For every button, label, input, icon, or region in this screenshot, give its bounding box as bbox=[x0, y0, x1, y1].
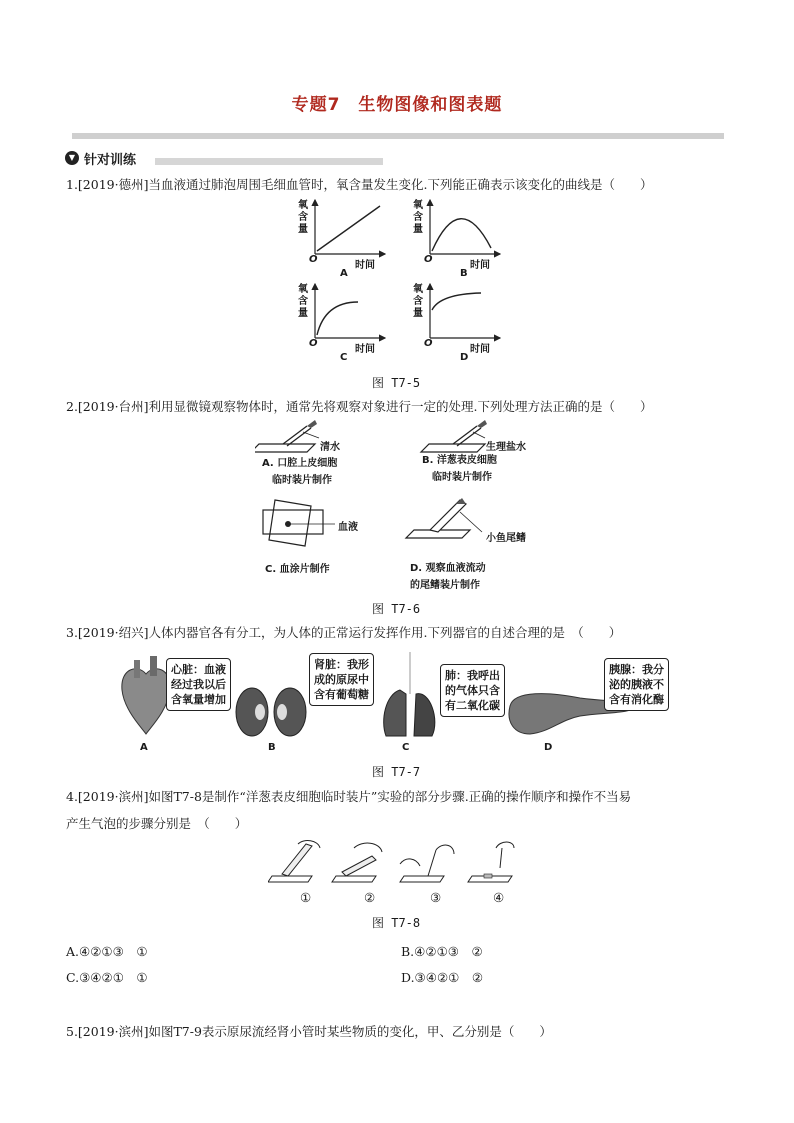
step-4-image bbox=[468, 842, 514, 882]
q2-a-tag: 清水 bbox=[320, 442, 340, 453]
step-label-3: ③ bbox=[430, 890, 442, 905]
slide-d bbox=[406, 498, 482, 538]
ylabel-a: 氧 含 量 bbox=[298, 200, 308, 235]
step-1-image bbox=[268, 841, 320, 882]
ylabel-c: 氧 含 量 bbox=[298, 284, 308, 319]
question-4-line1: 4.[2019·滨州]如图T7-8是制作“洋葱表皮细胞临时装片”实验的部分步骤.正确的操作顺序和操作不当易 bbox=[66, 789, 632, 804]
graph-label-d: D bbox=[460, 352, 469, 363]
question-5: 5.[2019·滨州]如图T7-9表示原尿流经肾小管时某些物质的变化，甲、乙分别是（ ） bbox=[66, 1024, 552, 1039]
heart-image bbox=[122, 656, 170, 734]
step-label-2: ② bbox=[364, 890, 376, 905]
ylabel-b: 氧 含 量 bbox=[413, 200, 423, 235]
organ-label-a: A bbox=[140, 742, 148, 753]
figure-caption-t7-5: 图 T7-5 bbox=[372, 376, 421, 390]
bubble-lung: 肺：我呼出 的气体只含 有二氧化碳 bbox=[440, 664, 505, 717]
organ-label-b: B bbox=[268, 742, 276, 753]
slide-c bbox=[263, 500, 335, 546]
question-2: 2.[2019·台州]利用显微镜观察物体时，通常先将观察对象进行一定的处理.下列处理方法正确的是（ ） bbox=[66, 399, 653, 414]
q2-c-tag: 血液 bbox=[338, 522, 358, 533]
organ-label-c: C bbox=[402, 742, 410, 753]
q2-d-tag: 小鱼尾鳍 bbox=[486, 533, 526, 544]
q4-option-d: D.③④②① ② bbox=[401, 970, 484, 985]
slide-b bbox=[421, 420, 487, 452]
bubble-pancreas: 胰腺：我分 泌的胰液不 含有消化酶 bbox=[604, 658, 669, 711]
section-bar bbox=[155, 158, 383, 165]
step-label-4: ④ bbox=[493, 890, 505, 905]
q1-graphs bbox=[280, 196, 520, 356]
title-divider bbox=[72, 133, 724, 139]
bubble-kidney: 肾脏：我形 成的原尿中 含有葡萄糖 bbox=[309, 653, 374, 706]
origin-a: O bbox=[309, 254, 318, 265]
q4-option-b: B.④②①③ ② bbox=[401, 944, 483, 959]
xlabel-a: 时间 bbox=[355, 260, 375, 271]
figure-caption-t7-8: 图 T7-8 bbox=[372, 916, 421, 930]
figure-caption-t7-6: 图 T7-6 bbox=[372, 602, 421, 616]
question-4-line2: 产生气泡的步骤分别是 （ ） bbox=[66, 816, 248, 831]
q4-steps-figure bbox=[268, 838, 538, 888]
section-label: 针对训练 bbox=[84, 153, 137, 168]
q2-b-caption: B. 洋葱表皮细胞 临时装片制作 bbox=[422, 455, 497, 483]
xlabel-b: 时间 bbox=[470, 260, 490, 271]
step-3-image bbox=[400, 845, 454, 882]
curve-a bbox=[317, 206, 380, 251]
graph-label-b: B bbox=[460, 268, 468, 279]
question-3: 3.[2019·绍兴]人体内器官各有分工，为人体的正常运行发挥作用.下列器官的自述合理的是 （ ） bbox=[66, 625, 622, 640]
graph-d bbox=[430, 284, 500, 338]
q2-a-caption: A. 口腔上皮细胞 临时装片制作 bbox=[262, 458, 338, 486]
question-1: 1.[2019·德州]当血液通过肺泡周围毛细血管时，氧含量发生变化.下列能正确表示该变化的曲线是（ ） bbox=[66, 177, 653, 192]
q4-option-a: A.④②①③ ① bbox=[66, 944, 148, 959]
graph-a bbox=[315, 200, 385, 254]
origin-b: O bbox=[424, 254, 433, 265]
q2-b-tag: 生理盐水 bbox=[486, 442, 526, 453]
graph-label-c: C bbox=[340, 352, 348, 363]
ylabel-d: 氧 含 量 bbox=[413, 284, 423, 319]
curve-d bbox=[432, 293, 481, 310]
graph-label-a: A bbox=[340, 268, 348, 279]
figure-caption-t7-7: 图 T7-7 bbox=[372, 765, 421, 779]
xlabel-d: 时间 bbox=[470, 344, 490, 355]
graph-b bbox=[430, 200, 500, 254]
organ-label-d: D bbox=[544, 742, 553, 753]
curve-c bbox=[317, 302, 358, 335]
lung-image bbox=[384, 652, 435, 736]
q4-option-c: C.③④②① ① bbox=[66, 970, 148, 985]
step-2-image bbox=[332, 843, 382, 882]
q2-d-caption: D. 观察血液流动 的尾鳍装片制作 bbox=[410, 563, 486, 591]
graph-c bbox=[315, 284, 385, 338]
curve-b bbox=[432, 219, 491, 251]
step-label-1: ① bbox=[300, 890, 312, 905]
section-chevron-icon: ▼ bbox=[65, 151, 79, 165]
kidney-image bbox=[236, 688, 306, 736]
bubble-heart: 心脏：血液 经过我以后 含氧量增加 bbox=[166, 658, 231, 711]
origin-c: O bbox=[309, 338, 318, 349]
q2-c-caption: C. 血涂片制作 bbox=[265, 564, 330, 575]
slide-a bbox=[255, 420, 319, 452]
origin-d: O bbox=[424, 338, 433, 349]
xlabel-c: 时间 bbox=[355, 344, 375, 355]
page-title: 专题7 生物图像和图表题 bbox=[291, 95, 503, 115]
